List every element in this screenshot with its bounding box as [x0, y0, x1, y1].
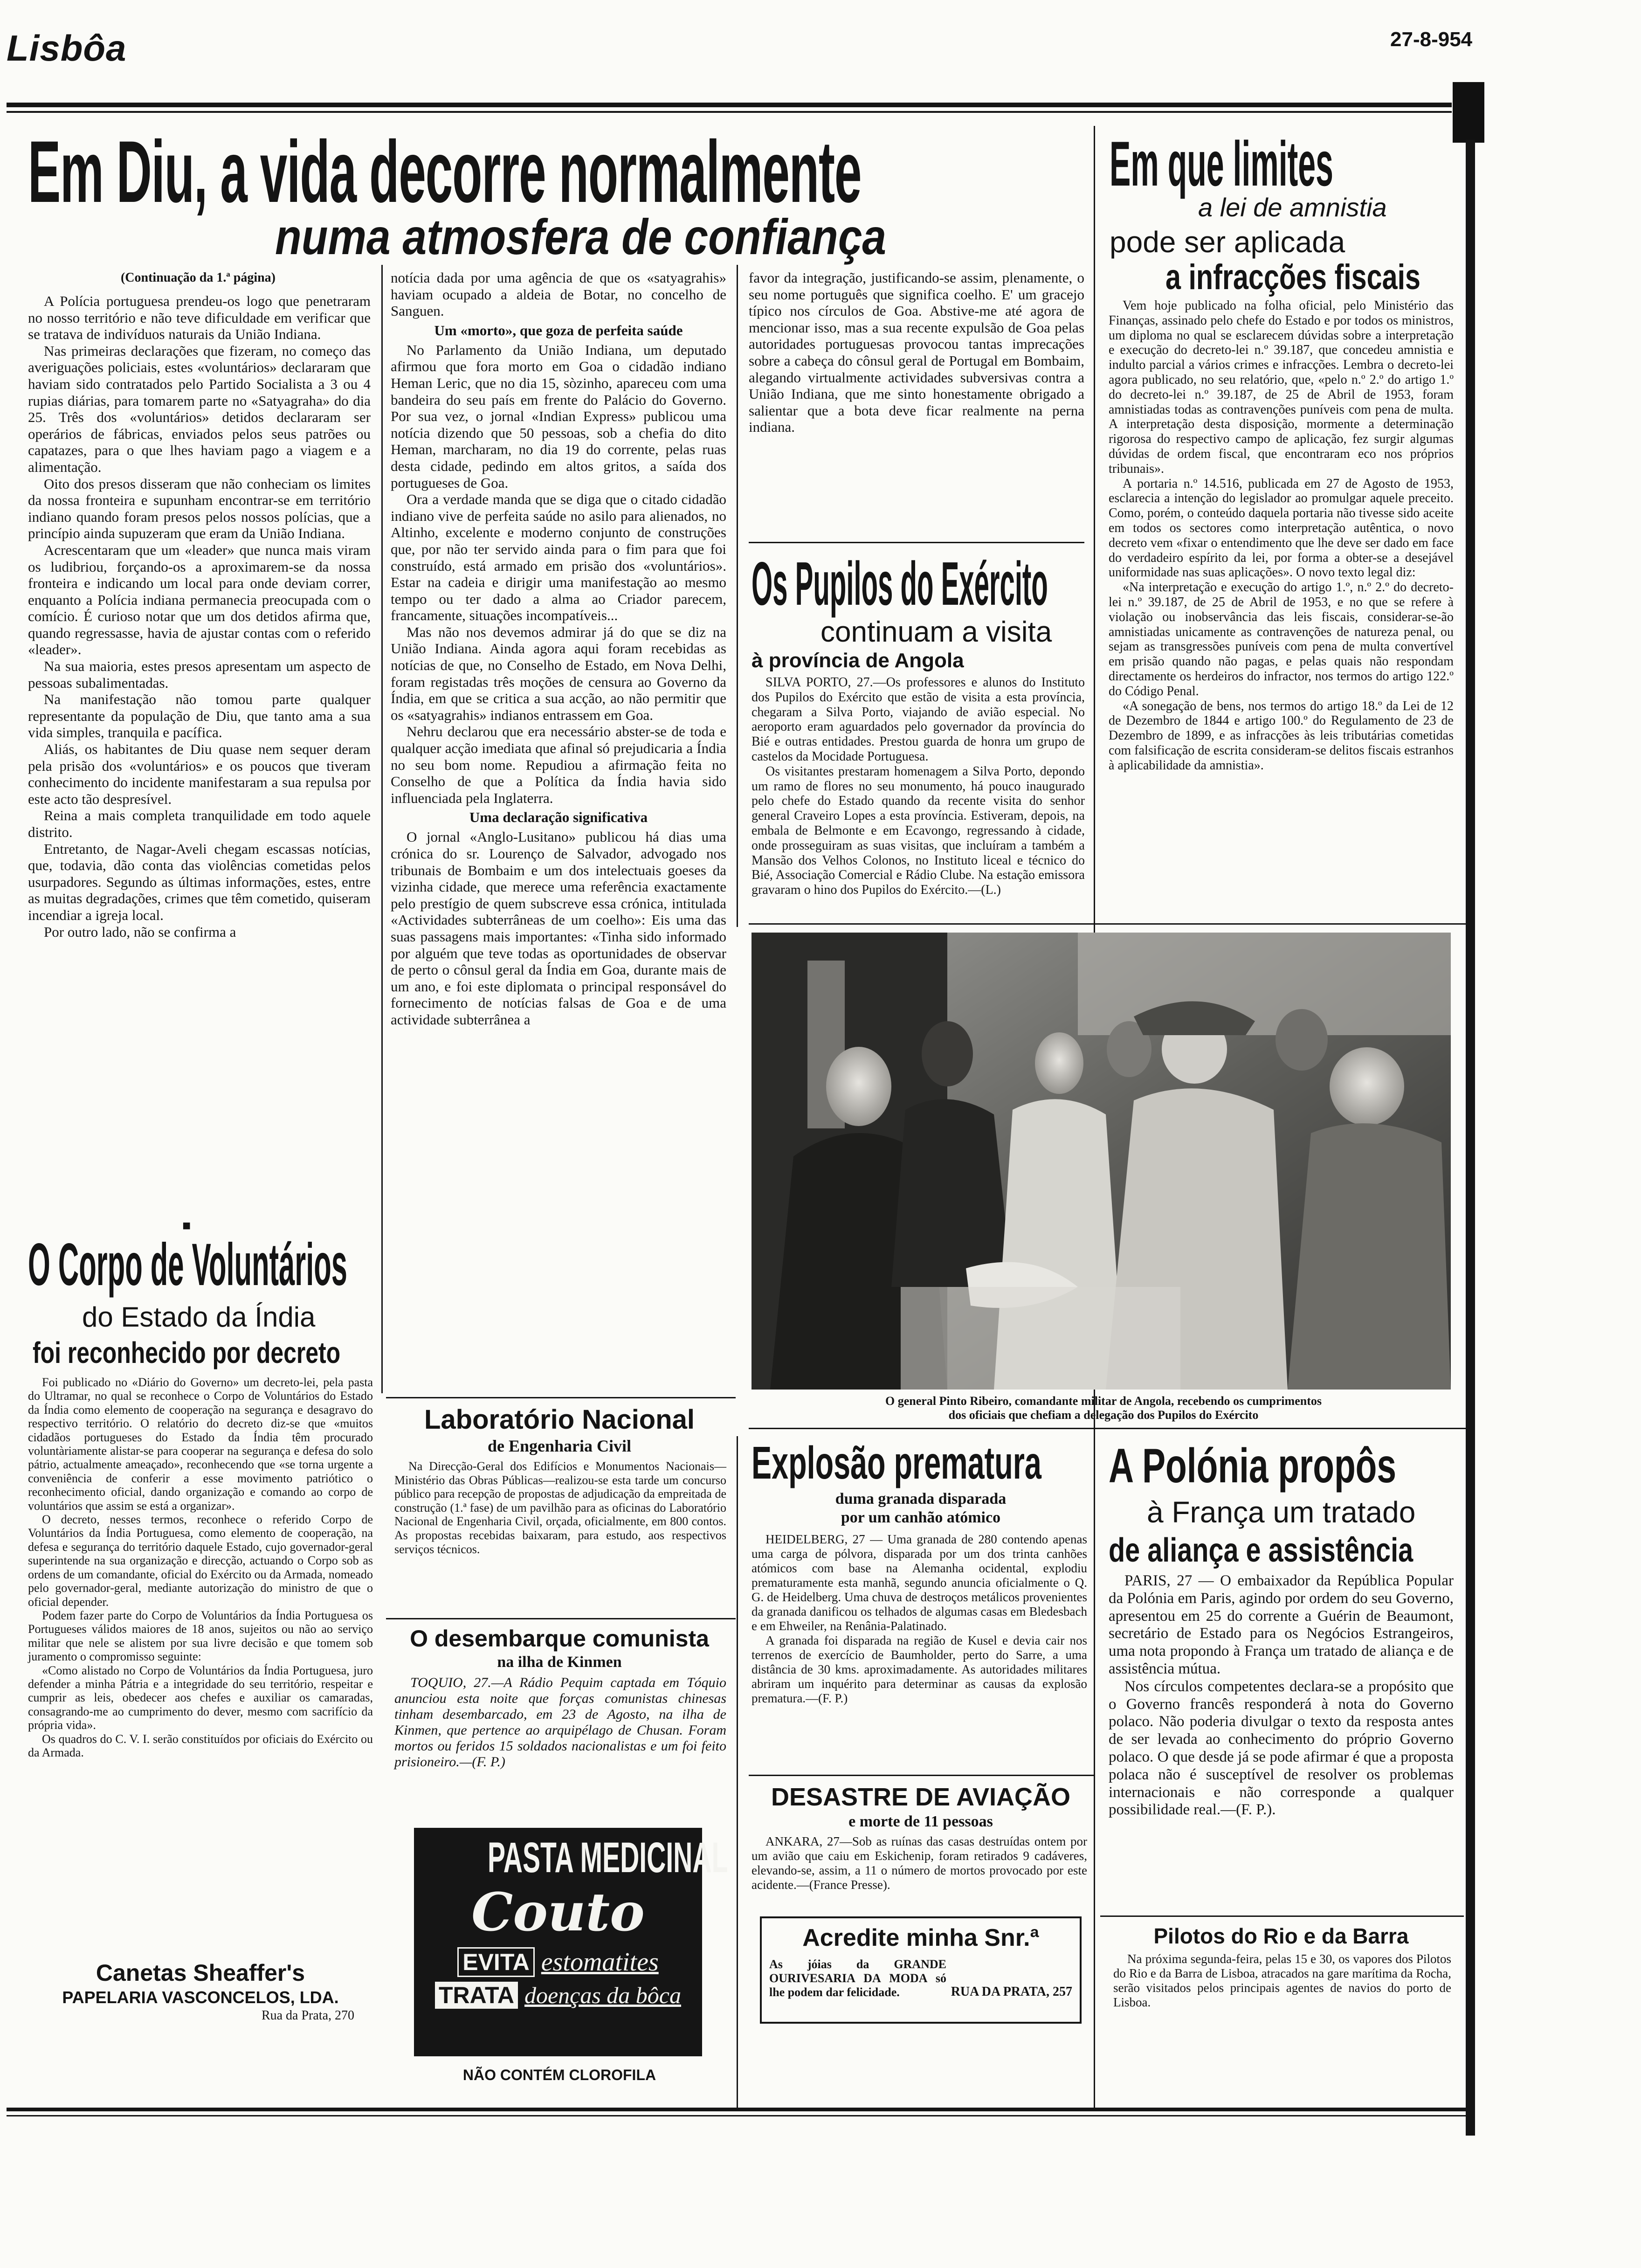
- paragraph: TOQUIO, 27.—A Rádio Pequim captada em Tóquio anunciou esta noite que forças comunistas chinesas tinham desembarcado, em 23 de Agosto, na ilha de Kinmen, que pertence ao arquipélago de Chusan. Foram mortos ou feridos 15 soldados nacionalistas e um foi feito prisioneiro.—(F. P.): [394, 1675, 726, 1770]
- paragraph: Vem hoje publicado na folha oficial, pelo Ministério das Finanças, assinado pelo chefe do Estado e por todos os ministros, um diploma no qual se esclarecem dúvidas sobre a interpretação e execução do decreto-lei n.º 39.187, que concedeu amnistia e indulto parcial a vários crimes e infracções. Lembra o decreto-lei agora publicado, no seu relatório, que, «pelo n.º 2.º do artigo 1.º do decreto-lei n.º 39.187, de 25 de Abril de 1953, foram amnistiadas todas as contravenções puníveis com pena de multa. A interpretação desta disposição, mormente a determinação rigorosa do respectivo campo de aplicação, fez surgir algumas dúvidas de ordem fiscal, que encontraram eco nos próprios tribunais».: [1109, 298, 1454, 476]
- ad-evita: EVITA: [457, 1947, 535, 1977]
- page-edge-block: [1453, 82, 1484, 143]
- story-rule: [749, 542, 1084, 543]
- ad-trata: TRATA: [435, 1982, 518, 2009]
- ad-title: PASTA MEDICINAL: [487, 1834, 728, 1881]
- amnistia-sub2: pode ser aplicada: [1110, 225, 1345, 259]
- paragraph: A Polícia portuguesa prendeu-os logo que penetraram no nosso território e não teve dificuldade em verificar que se tratava de indivíduos naturais da União Indiana.: [28, 293, 371, 343]
- bottom-rule: [7, 2108, 1475, 2111]
- subheading: Um «morto», que goza de perfeita saúde: [434, 322, 683, 339]
- paragraph: Os quadros do C. V. I. serão constituídos por oficiais do Exército ou da Armada.: [28, 1732, 373, 1759]
- pilotos-headline: Pilotos do Rio e da Barra: [1153, 1924, 1409, 1948]
- section-divider: ■: [182, 1218, 191, 1233]
- paragraph: Mas não nos devemos admirar já do que se diz na União Indiana. Ainda agora aqui foram recebidas as notícias de que, no Conselho de Estado, em Nova Delhi, foram registadas três moções de censura ao Governo da Índia, em que se critica a sua acção, ao não permitir que os «satyagrahis» indianos entrassem em Goa.: [391, 623, 726, 723]
- amnistia-sub1: a lei de amnistia: [1198, 193, 1387, 222]
- paragraph: Nos círculos competentes declara-se a propósito que o Governo francês responderá à nota do Governo polaco. Não poderia divulgar o texto da resposta antes de ser levada ao conhecimento do próprio Governo polaco. O que desde já se pode afirmar é que a proposta polaca não é susceptível de resolver os problemas internacionais e não corresponde a qualquer possibilidade real.—(F. P.).: [1109, 1678, 1454, 1819]
- column-rule: [737, 265, 738, 927]
- pasta-ad-footer: NÃO CONTÉM CLOROFILA: [462, 2067, 656, 2083]
- paragraph: «A sonegação de bens, nos termos do artigo 18.º da Lei de 12 de Dezembro de 1844 e artigo 100.º do Regulamento de 23 de Dezembro de 1899, e as infracções às leis tributárias cometidas com falsificação de escrita consideram-se delitos fiscais estranhos à aplicabilidade da amnistia».: [1109, 698, 1454, 773]
- paragraph: favor da integração, justificando-se assim, plenamente, o seu nome português que significa coelho. E' um gracejo típico nos círculos de Goa. Abstive-me até agora de mencionar isso, mas a sua recente expulsão de Goa pelas autoridades portuguesas provocou tantas imprecações sobre a cabeça do cônsul geral de Portugal em Bombaim, alegando virtualmente actividades subversivas contra a União Indiana, que me sinto honestamente obrigado a salientar que a bota deve ficar realmente na perna indiana.: [749, 270, 1084, 436]
- column-rule: [737, 1436, 738, 2108]
- corpo-sub1: do Estado da Índia: [82, 1301, 316, 1333]
- bottom-rule-thin: [7, 2115, 1475, 2116]
- sheaffer-ad: [28, 1958, 373, 2024]
- polonia-body: [1109, 1572, 1454, 1908]
- paragraph: Foi publicado no «Diário do Governo» um decreto-lei, pela pasta do Ultramar, no qual se reconhece o Corpo de Voluntários do Estado da Índia como elemento de cooperação na segurança e desagravo do respectivo território. O relatório do decreto diz-se que «muitos cidadãos portugueses do Estado da Índia têm procurado voluntàriamente alistar-se para cooperar na segurança e defesa do solo pátrio, actualmente ameaçado», reconhecendo que «se torna urgente a conveniência de conferir a esse movimento patriótico o reconhecimento oficial, dando organização e comando ao corpo de voluntários que assim se está a organizar».: [28, 1376, 373, 1513]
- paragraph: Reina a mais completa tranquilidade em todo aquele distrito.: [28, 807, 371, 840]
- right-page-edge: [1466, 140, 1475, 2136]
- ad-trata-script: doenças da bôca: [524, 1982, 682, 2008]
- pupilos-sub1: continuam a visita: [820, 616, 1052, 648]
- paragraph: No Parlamento da União Indiana, um deputado afirmou que fora morto em Goa o cidadão indiano Heman Leric, que no dia 15, sòzinho, apareceu com uma bandeira do seu país em frente do Palácio do Governo. Por sua vez, o jornal «Indian Express» publicou uma notícia dizendo que 50 pessoas, sob a chefia do dito Heman, marcharam, no dia 19 do corrente, pelas ruas desta cidade, pedindo em altos gritos, a saída dos portugueses de Goa.: [391, 341, 726, 491]
- main-story-col1: [28, 293, 371, 1221]
- paragraph: Na Direcção-Geral dos Edifícios e Monumentos Nacionais—Ministério das Obras Públicas—realizou-se esta tarde um concurso público para recepção de propostas de adjudicação da empreitada de construção (1.ª fase) de um pavilhão para as oficinas do Laboratório Nacional de Engenharia Civil, orçada, oficialmente, em 800 contos. As propostas recebidas baixaram, para estudo, aos respectivos serviços técnicos.: [394, 1459, 726, 1556]
- ad-evita-script: estomatites: [541, 1948, 659, 1977]
- paragraph: Podem fazer parte do Corpo de Voluntários da Índia Portuguesa os Portugueses válidos maiores de 18 anos, sujeitos ou não ao serviço militar que nele se alistem por sua livre decisão e que tomem sob juramento o compromisso seguinte:: [28, 1608, 373, 1664]
- paragraph: Na manifestação não tomou parte qualquer representante da população de Diu, que tanto ama a sua vida simples, tranquila e pacífica.: [28, 691, 371, 741]
- explosao-sub2: por um canhão atómico: [841, 1509, 1001, 1526]
- pupilos-body: [752, 675, 1085, 908]
- paragraph: Nas primeiras declarações que fizeram, no começo das averiguações policiais, estes «voluntários» declararam que haviam sido contratados pelo Partido Socialista a 3 ou 4 rupias diárias, para tomarem parte no «Satyagraha» do dia 25. Três dos «voluntários» detidos declararam ser operários de fábricas, enviados pelos seus patrões ou capatazes, para o que lhes haviam pago a viagem e a alimentação.: [28, 342, 371, 475]
- desastre-body: [752, 1834, 1087, 1914]
- caption-line: O general Pinto Ribeiro, comandante militar de Angola, recebendo os cumprimentos: [885, 1394, 1322, 1408]
- corpo-sub2: foi reconhecido por decreto: [33, 1336, 341, 1369]
- paragraph: Nehru declarou que era necessário abster-se de toda e qualquer acção imediata que afinal só prejudicaria a Índia no seu bom nome. Repudiou a afirmação feita no Conselho de que a Política da Índia havia sido influenciada pela Inglaterra.: [391, 723, 726, 806]
- desembarque-sub: na ilha de Kinmen: [497, 1653, 622, 1671]
- paragraph: Aliás, os habitantes de Diu quase nem sequer deram pela prisão dos «voluntários» e os poucos que tiveram conhecimento do incidente manifestaram a sua repulsa por este acto tão despresível.: [28, 741, 371, 807]
- amnistia-sub3: a infracções fiscais: [1165, 257, 1421, 297]
- desastre-sub: e morte de 11 pessoas: [848, 1813, 993, 1830]
- ad-address: RUA DA PRATA, 257: [951, 1984, 1072, 1999]
- paragraph: O decreto, nesses termos, reconhece o referido Corpo de Voluntários da Índia Portuguesa, como elemento de cooperação, na defesa e segurança do território daquele Estado, cujo governador-geral superintende na sua organização e direcção, actuando o Corpo sob as ordens de um comandante, oficial do Exército ou da Armada, nomeado pelo governador-geral, mediante autorização do ministro de que o oficial depender.: [28, 1513, 373, 1609]
- photo-image: [752, 933, 1451, 1390]
- desastre-headline: DESASTRE DE AVIAÇÃO: [771, 1783, 1071, 1811]
- paragraph: «Como alistado no Corpo de Voluntários da Índia Portuguesa, juro defender a minha Pátria e a integridade do seu território, respeitar e cumprir as leis, obedecer aos chefes e auxiliar os camaradas, consagrando-me ao cumprimento do dever, mesmo com sacrifício da própria vida».: [28, 1663, 373, 1732]
- desembarque-body: [394, 1675, 726, 1805]
- laboratorio-headline: Laboratório Nacional: [424, 1404, 695, 1435]
- paragraph: A portaria n.º 14.516, publicada em 27 de Agosto de 1953, esclarecia a intenção do legislador ao promulgar aquele preceito. Como, porém, o conteúdo daquela portaria não tivesse sido aceite em todos os sectores como interpretação autêntica, o novo decreto vem «fixar o entendimento que lhe deve ser dado em face do verdadeiro espírito da lei, por forma a obter-se a desejável uniformidade nas suas aplicações». O novo texto legal diz:: [1109, 476, 1454, 580]
- polonia-sub1: à França um tratado: [1147, 1495, 1416, 1529]
- paragraph: Por outro lado, não se confirma a: [44, 923, 236, 940]
- news-photo: [752, 933, 1451, 1390]
- paragraph: Ora a verdade manda que se diga que o citado cidadão indiano vive de perfeita saúde no asilo para alienados, no Altinho, excelente e moderno conjunto de construções que, por não ter servido ainda para o fim para que foi construído, está armado em prisão dos «voluntários». Estar na cadeia e dirigir uma manifestação ao mesmo tempo ou ter dado a alma ao Criador parecem, francamente, situações incompatíveis...: [391, 491, 726, 624]
- paragraph: «Na interpretação e execução do artigo 1.º, n.º 2.º do decreto-lei n.º 39.187, de 25 de Abril de 1953, e no que se refere à violação ou inobservância das leis fiscais, considerar-se-ão amnistiadas unicamente as contravenções de natureza penal, ou sejam as transgressões puníveis com pena de multa convertível em prisão quando não pagas, e pelas quais não respondam directamente os herdeiros do infractor, nos termos do artigo 122.º do Código Penal.: [1109, 580, 1454, 698]
- story-rule: [386, 1618, 736, 1619]
- paragraph: O jornal «Anglo-Lusitano» publicou há dias uma crónica do sr. Lourenço de Salvador, advogado nos tribunais de Bombaim e um dos intelectuais goeses da vizinha cidade, que merece uma referência exactamente pelo prestígio de quem subscreve essa crónica, intitulada «Actividades subterrâneas de um coelho»: Eis uma das suas passagens mais importantes: «Tinha sido informado por alguém que teve todas as oportunidades de observar de perto o cônsul geral da Índia em Goa, durante mais de um ano, e foi este diplomata o principal responsável do fornecimento de notícias falsas de Goa e de uma actividade subterrânea a: [391, 829, 726, 1028]
- ad-title: Canetas Sheaffer's: [96, 1960, 305, 1986]
- pasta-medicinal-ad: [414, 1828, 728, 2056]
- ad-brand: Couto: [471, 1882, 645, 1943]
- corpo-body: [28, 1376, 373, 1954]
- paragraph: Na sua maioria, estes presos apresentam um aspecto de pessoas subalimentadas.: [28, 658, 371, 691]
- amnistia-body: [1109, 298, 1454, 909]
- ad-subtitle: PAPELARIA VASCONCELOS, LDA.: [62, 1988, 339, 2007]
- caption-line: dos oficiais que chefiam a delegação dos Pupilos do Exército: [948, 1408, 1259, 1422]
- story-rule: [749, 923, 1467, 925]
- pilotos-body: [1113, 1952, 1451, 2031]
- amnistia-headline: Em que limites: [1110, 128, 1333, 199]
- main-subhead: numa atmosfera de confiança: [275, 208, 887, 265]
- acredite-ad: [760, 1916, 1082, 2024]
- laboratorio-sub: de Engenharia Civil: [487, 1437, 632, 1455]
- pupilos-sub2: à província de Angola: [752, 649, 964, 672]
- pupilos-headline: Os Pupilos do Exército: [752, 549, 1048, 618]
- corpo-headline: O Corpo de Voluntários: [28, 1231, 347, 1298]
- explosao-sub1: duma granada disparada: [835, 1490, 1007, 1507]
- desembarque-headline: O desembarque comunista: [410, 1625, 709, 1652]
- column-rule: [381, 265, 383, 1393]
- subheading: Uma declaração significativa: [469, 809, 648, 826]
- paragraph: Na próxima segunda-feira, pelas 15 e 30, os vapores dos Pilotos do Rio e da Barra de Lisboa, atracados na gare marítima da Rocha, serão visitados pelos principais agentes de navios do porto de Lisboa.: [1113, 1952, 1451, 2009]
- explosao-headline: Explosão prematura: [752, 1437, 1041, 1488]
- story-rule: [1100, 1915, 1464, 1917]
- laboratorio-body: [394, 1459, 726, 1618]
- main-headline: Em Diu, a vida decorre normalmente: [28, 123, 862, 221]
- main-story-col2: [391, 270, 726, 1668]
- paragraph: ANKARA, 27—Sob as ruínas das casas destruídas ontem por um avião que caiu em Eskichenip, foram retirados 9 cadáveres, elevando-se, assim, a 11 o número de mortos provocado por este acidente.—(France Presse).: [752, 1834, 1087, 1892]
- masthead-date: 27-8-954: [1390, 28, 1473, 51]
- ad-address: Rua da Prata, 270: [261, 2008, 354, 2023]
- paragraph: A granada foi disparada na região de Kusel e devia cair nos terrenos de exercício de Baumholder, perto do Sarre, a uma distância de 30 kms. aproximadamente. As autoridades militares abriram um inquérito para determinar as causas da explosão prematura.—(F. P.): [752, 1633, 1087, 1705]
- main-story-col3: [749, 270, 1084, 540]
- polonia-headline: A Polónia propôs: [1109, 1439, 1397, 1493]
- polonia-sub2: de aliança e assistência: [1109, 1532, 1413, 1569]
- paragraph: Acrescentaram que um «leader» que nunca mais viram os ludibriou, forçando-os a aproximarem-se da nossa fronteira e indicando um local para onde deviam correr, enquanto a Polícia indiana permanecia preocupada com o comício. É curioso notar que um dos detidos afirma que, quando regressasse, havia de ajustar contas com o referido «leader».: [28, 541, 371, 658]
- paragraph: Oito dos presos disseram que não conheciam os limites da nossa fronteira e supunham encontrar-se em território indiano quando foram presos pelos nossos polícias, que a princípio ainda supuzeram que eram da União Indiana.: [28, 475, 371, 542]
- paragraph: PARIS, 27 — O embaixador da República Popular da Polónia em Paris, agindo por ordem do seu Governo, apresentou em 25 do corrente a Guérin de Beaumont, secretário de Estado para os Negócios Estrangeiros, uma nota propondo à França um tratado de aliança e de assistência mútua.: [1109, 1572, 1454, 1677]
- paragraph: Entretanto, de Nagar-Aveli chegam escassas notícias, que, todavia, dão conta das violências cometidas pelos usurpadores. Segundo as últimas informações, estes, entre as muitas degradações, crimes que têm cometido, quiseram incendiar a igreja local.: [28, 840, 371, 923]
- top-rule-thin: [7, 111, 1452, 113]
- paragraph: SILVA PORTO, 27.—Os professores e alunos do Instituto dos Pupilos do Exército que estão de visita a esta província, chegaram a Silva Porto, viajando de avião especial. No aeroporto eram aguardados pelo governador da província do Bié e outras entidades. Prestou guarda de honra um grupo de castelos da Mocidade Portuguesa.: [752, 675, 1085, 764]
- paragraph: Os visitantes prestaram homenagem a Silva Porto, depondo um ramo de flores no seu monumento, há pouco inaugurado pelo chefe do Estado quando da recente visita do senhor general Craveiro Lopes a esta província. Estiveram, depois, na embala de Belmonte e em Ecavongo, regressando à cidade, onde prosseguiram as suas visitas, que incluíram a também a Mansão dos Velhos Colonos, no Instituto liceal e técnico do Bié, Associação Comercial e Rádio Clube. Na estação emissora gravaram o hino dos Pupilos do Exército.—(L.): [752, 764, 1085, 898]
- paragraph: notícia dada por uma agência de que os «satyagrahis» haviam ocupado a aldeia de Botar, no concelho de Sanguen.: [391, 270, 726, 319]
- masthead-city: Lisbôa: [7, 28, 127, 69]
- explosao-body: [752, 1532, 1087, 1761]
- ad-body: As jóias da GRANDE OURIVESARIA DA MODA só lhe podem dar felicidade.: [769, 1957, 946, 1999]
- story-rule: [386, 1397, 736, 1398]
- top-rule: [7, 103, 1452, 107]
- continuation-note: (Continuação da 1.ª página): [120, 270, 276, 285]
- ad-title: Acredite minha Snr.ª: [802, 1924, 1039, 1951]
- paragraph: HEIDELBERG, 27 — Uma granada de 280 contendo apenas uma carga de pólvora, disparada por um dos trinta canhões atómicos com base na Alemanha ocidental, explodiu prematuramente esta manhã, segundo anuncia oficialmente o Q. G. de Heidelberg. Uma chuva de destroços metálicos provenientes da granada danificou os telhados de algumas casas em Bledesbach e em Ehweiler, na Renânia-Palatinado.: [752, 1532, 1087, 1633]
- story-rule: [749, 1428, 1467, 1429]
- story-rule: [749, 1775, 1094, 1776]
- photo-caption: [752, 1394, 1455, 1422]
